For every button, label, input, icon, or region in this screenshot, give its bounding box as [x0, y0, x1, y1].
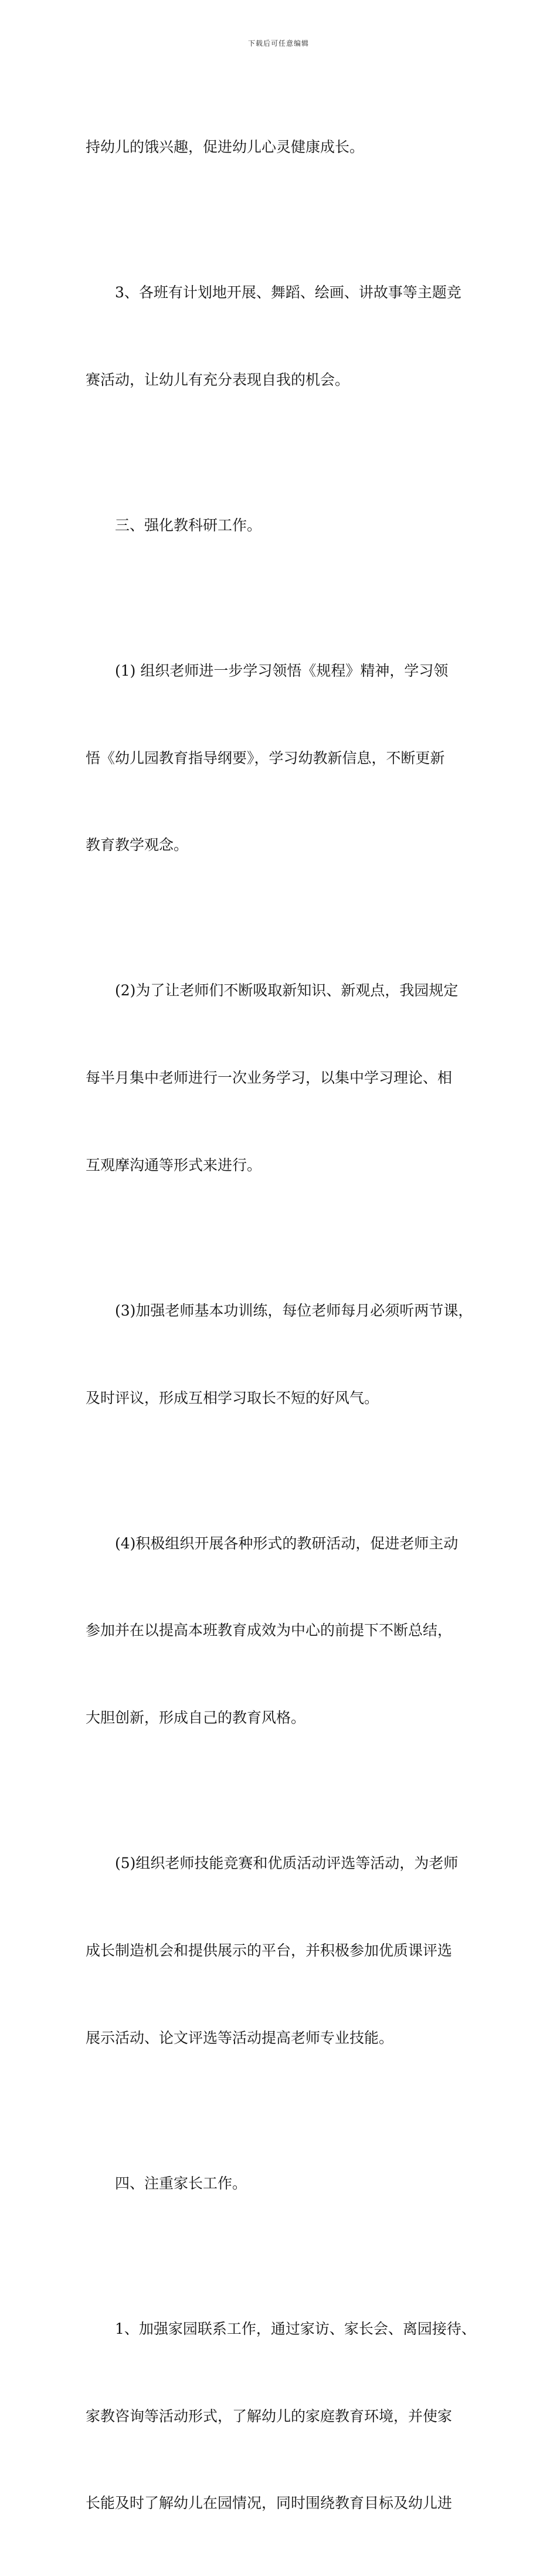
text-line: (3)加强老师基本功训练，每位老师每月必须听两节课， — [115, 1301, 473, 1319]
text-line: 成长制造机会和提供展示的平台，并积极参加优质课评选 — [86, 1942, 453, 1959]
text-line: (1) 组织老师进一步学习领悟《规程》精神，学习领 — [115, 662, 449, 679]
text-line: 1、加强家园联系工作，通过家访、家长会、离园接待、 — [115, 2320, 476, 2337]
text-line: (5)组织老师技能竞赛和优质活动评选等活动，为老师 — [115, 1855, 458, 1872]
paragraph — [86, 918, 484, 1238]
text-line: 每半月集中老师进行一次业务学习，以集中学习理论、相 — [86, 1069, 453, 1087]
text-line: 家教咨询等活动形式，了解幼儿的家庭教育环境，并使家 — [86, 2407, 453, 2425]
paragraph — [86, 74, 484, 220]
paragraph — [86, 1471, 484, 1791]
section-heading — [86, 2111, 484, 2256]
text-line: 3、各班有计划地开展、舞蹈、绘画、讲故事等主题竞 — [115, 284, 461, 301]
text-line: 四、注重家长工作。 — [115, 2174, 247, 2192]
text-line: 悟《幼儿园教育指导纲要》，学习幼教新信息，不断更新 — [86, 749, 445, 767]
text-line: 长能及时了解幼儿在园情况，同时围绕教育目标及幼儿进 — [86, 2494, 453, 2512]
text-line: 展示活动、论文评选等活动提高老师专业技能。 — [86, 2029, 394, 2046]
document-body — [86, 74, 484, 2576]
paragraph — [86, 1238, 484, 1471]
page-header: 下载后可任意编辑 — [247, 39, 309, 48]
text-line: 教育教学观念。 — [86, 836, 189, 854]
text-line: 持幼儿的饿兴趣，促进幼儿心灵健康成长。 — [86, 138, 365, 156]
text-line: 大胆创新，形成自己的教育风格。 — [86, 1709, 306, 1727]
paragraph — [86, 598, 484, 918]
text-line: 三、强化教科研工作。 — [115, 516, 262, 534]
text-line: (2)为了让老师们不断吸取新知识、新观点，我园规定 — [115, 982, 458, 999]
paragraph — [86, 220, 484, 453]
paragraph — [86, 2256, 484, 2576]
section-heading — [86, 453, 484, 598]
text-line: 赛活动，让幼儿有充分表现自我的机会。 — [86, 371, 350, 388]
text-line: (4)积极组织开展各种形式的教研活动，促进老师主动 — [115, 1534, 458, 1552]
text-line: 及时评议，形成互相学习取长不短的好风气。 — [86, 1389, 379, 1406]
text-line: 参加并在以提高本班教育成效为中心的前提下不断总结， — [86, 1622, 453, 1639]
text-line: 互观摩沟通等形式来进行。 — [86, 1156, 262, 1174]
paragraph — [86, 1791, 484, 2111]
